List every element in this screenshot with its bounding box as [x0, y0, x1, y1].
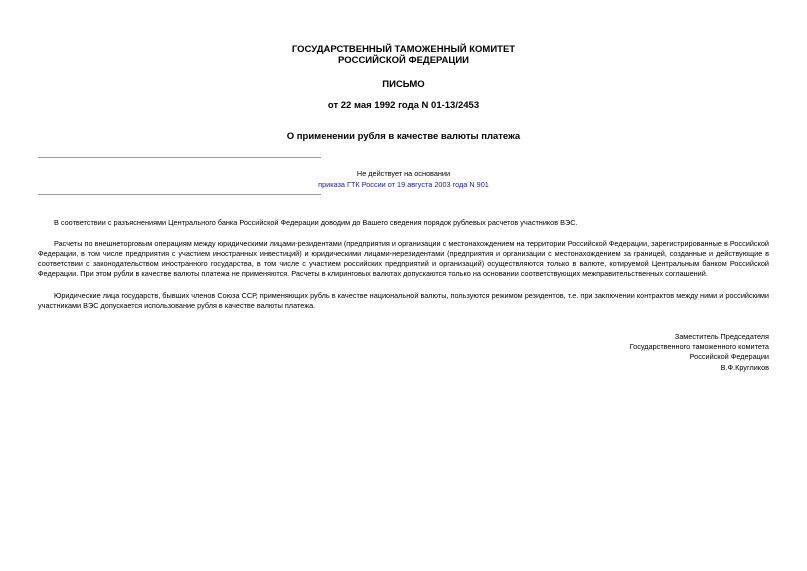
status-note: Не действует на основании [356, 169, 451, 178]
document-date-number: от 22 мая 1992 года N 01-13/2453 [327, 100, 480, 111]
body-paragraph-2: Расчеты по внешнеторговым операциям между юридическими лицами-резидентами (предприятия и организации с местонахождением на территории Российской Федерации, зарегистрированные в Российской Федерации, в том числе предприятия с участием иностранных инвестиций) и юридическими лицами-нерезидентами (предприятия и организации с местонахождением за границей, созданные и действующие в соответствии с законодательством иностранного государства, в том числе с участием российских предприятий и организаций) осуществляются только в валюте, котируемой Центральным банком Российской Федерации. При этом рубли в качестве валюты платежа не применяются. Расчеты в клиринговых валютах допускаются только на основании соответствующих межправительственных соглашений. [38, 239, 769, 278]
divider-bottom [38, 194, 321, 195]
issuer-line-2: РОССИЙСКОЙ ФЕДЕРАЦИИ [337, 55, 469, 66]
signatory-position-1: Заместитель Председателя [674, 332, 769, 341]
body-paragraph-1: В соответствии с разъяснениями Центрального банка Российской Федерации доводим до Вашего сведения порядок рублевых расчетов участников ВЭС. [54, 218, 578, 227]
document-type: ПИСЬМО [382, 79, 425, 90]
signatory-name: В.Ф.Кругликов [720, 363, 769, 372]
signatory-position-2: Государственного таможенного комитета [629, 342, 769, 351]
document-title: О применении рубля в качестве валюты платежа [286, 131, 521, 142]
repeal-order-link[interactable]: приказа ГТК России от 19 августа 2003 года N 901 [318, 180, 489, 189]
signatory-position-3: Российской Федерации [689, 352, 769, 361]
issuer-line-1: ГОСУДАРСТВЕННЫЙ ТАМОЖЕННЫЙ КОМИТЕТ [291, 44, 516, 55]
body-paragraph-3: Юридические лица государств, бывших членов Союза ССР, применяющих рубль в качестве национальной валюты, пользуются режимом резидентов, т.е. при заключении контрактов между ними и российскими участниками ВЭС допускается использование рубля в качестве валюты платежа. [38, 291, 769, 310]
divider-top [38, 157, 321, 158]
